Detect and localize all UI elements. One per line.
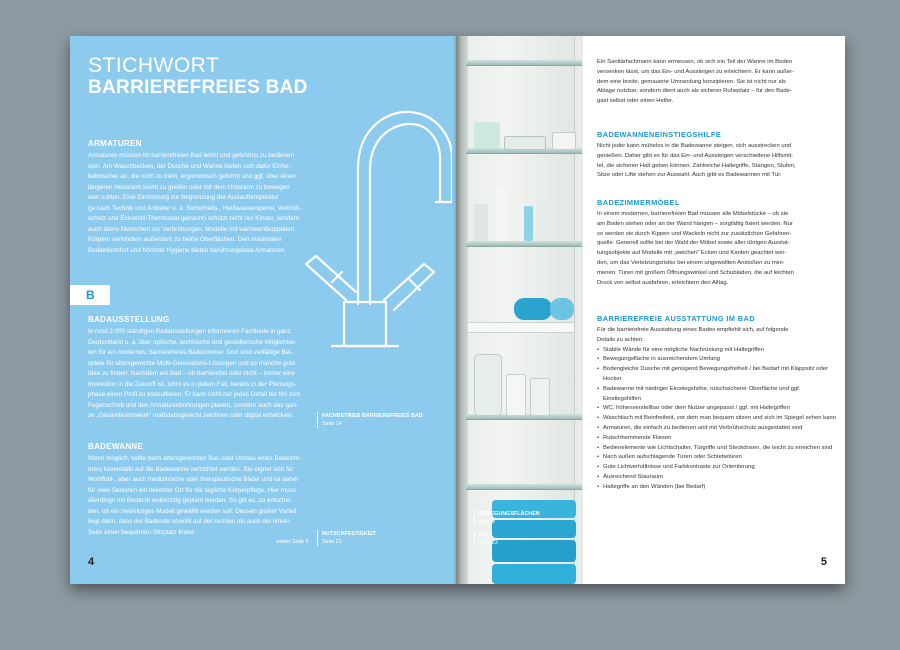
- section-text: In einem modernen, barrierefreien Bad müssen alle Möbelstücke – ob sie am Boden stehen oder an der Wand hängen – sorgfältig fixiert werden. Nur so werden sie durch Kippen und Wackeln nicht zur zusätzlichen Gefahren- quelle. Generell sollte bei der Wahl der Möbel sowie aller übrigen Ausstat- tungsobjekte auf Modelle mit „weichen" Ecken und Kanten geachtet wer- den, um das Verletzungsrisiko bei einem ungewollten Anstoßen zu mini- mieren. Türen mit großem Öffnungswinkel und Schubladen, die auf leichten Druck von selbst ausfahren, erleichtern den Alltag.: [597, 211, 794, 286]
- page-kicker: STICHWORT: [88, 54, 220, 77]
- section-badewanne: [88, 442, 318, 538]
- list-item: • Gute Lichtverhältnisse und Farbkontraste zur Orientierung: [597, 463, 837, 473]
- bottle: [510, 194, 521, 241]
- section-text: Armaturen müssen im barrierefreien Bad leicht und gefahrlos zu bedienen sein. Am Waschbecken, der Dusche und Wanne bieten sich dafür Einhe- belmischer an, die nicht zu klein, ergonomisch geformt und ggf. über einen längeren Hebelarm leicht zu greifen oder mit dem Unterarm zu bewegen sein sollten. Eine Einrichtung zur Begrenzung der Auslauftemperatur (je nach Technik und Anbieter u. a. Sicherheits-, Heißwassersperre, Verbrüh- schutz und Eckventil-Thermostat genannt) schützt nicht nur Kinder, sondern auch ältere Menschen vor Verbrühungen. Modelle mit wärmeentkoppelten Körpern verhindern außerdem zu heiße Oberflächen. Den maximalen Bedienkomfort und höchste Hygiene bieten berührungslose Armaturen.: [88, 152, 302, 254]
- page-title: BARRIEREFREIES BAD: [88, 77, 308, 98]
- bottle: [536, 200, 546, 241]
- list-item: • Armaturen, die einfach zu bedienen und mit Verbrühschutz ausgestattet sind: [597, 424, 837, 434]
- glass-shelf: [466, 60, 582, 66]
- page-number: 5: [820, 556, 827, 568]
- bottle: [474, 204, 488, 241]
- list-item: • Nach außen aufschlagende Türen oder Schiebetüren: [597, 453, 837, 463]
- jar: [474, 122, 500, 148]
- folded-towel: [492, 540, 576, 562]
- bathroom-shelf-photo: [456, 36, 583, 584]
- basket: [552, 132, 576, 150]
- list-item: • Ausreichend Stauraum: [597, 473, 837, 483]
- bottle: [496, 187, 507, 241]
- section-text: Wenn möglich, sollte beim altersgerechten Bau oder Umbau eines Badezim- mers keinesfalls auf die Badewanne verzichtet werden. Sie eignet sich für Wohlfühl-, aber auch medizinische oder therapeutische Bäder und ist daher für viele Senioren ein beliebter Ort für die tägliche Körperpflege. Hier muss allerdings mit Bedacht weitsichtig geplant werden. So gilt es, zu entschei- den, ob ein zweisitziges Modell gewählt werden soll. Dessen großer Vorteil liegt darin, dass der Badende sowohl auf der rechten als auch der linken Seite einen bequemen Sitzplatz findet.: [88, 455, 302, 536]
- cross-reference[interactable]: WC Seite 23: [474, 531, 498, 547]
- glass-container: [474, 354, 502, 416]
- list-item: • Rutschhemmende Fliesen: [597, 434, 837, 444]
- list-item: • Waschtisch mit Beinfreiheit, vor dem man bequem sitzen und sich im Spiegel sehen kann: [597, 414, 837, 424]
- section-text: Nicht jeder kann mühelos in die Badewanne steigen, sich ausstrecken und genießen. Daher gibt es für das Ein- und Aussteigen verschiedene Hilfsmit- tel, die sicheren Halt geben können. Zahlreiche Haltegriffe, Stangen, Stufen, Sitze oder Lifte stehen zur Auswahl. Auch gibt es Badewannen mit Tür.: [597, 143, 796, 179]
- continued-link[interactable]: weiter Seite 5: [276, 539, 309, 545]
- bottle: [524, 206, 533, 241]
- list-item: • Bedienelemente wie Lichtschalter, Türgriffe und Steckdosen, die leicht zu erreichen sind: [597, 444, 837, 454]
- folded-towel: [492, 564, 576, 584]
- section-heading: BARRIEREFREIE AUSSTATTUNG IM BAD: [597, 314, 756, 323]
- cross-reference[interactable]: FACHBETRIEB BARRIEREFREIES BAD Seite 14: [317, 412, 423, 428]
- section-armaturen: [88, 139, 313, 256]
- cross-reference[interactable]: RUTSCHFESTIGKEIT Seite 21: [317, 530, 376, 546]
- section-ausstattung: [597, 314, 837, 493]
- list-item: • Stabile Wände für eine mögliche Nachrüstung mit Haltegriffen: [597, 346, 837, 356]
- cotton-jar: [506, 374, 526, 416]
- storage-box: [504, 136, 546, 150]
- section-heading: BADEZIMMERMÖBEL: [597, 198, 680, 207]
- list-item: • Bodengleiche Dusche mit genügend Bewegungsfreiheit / bei Bedarf mit Klappsitz oder Hocker: [597, 365, 837, 385]
- list-item: • Bewegungsfläche in ausreichendem Umfang: [597, 355, 837, 365]
- section-badewanneneinstiegshilfe: [597, 130, 837, 181]
- section-heading: ARMATUREN: [88, 139, 142, 148]
- spread-gutter: [453, 36, 461, 584]
- section-heading: BADEWANNE: [88, 442, 144, 451]
- section-heading: BADAUSSTELLUNG: [88, 315, 170, 324]
- intro-text: Ein Sanitärfachmann kann ermessen, ob sich ein Teil der Wanne im Boden versenken lässt, um das Ein- und Aussteigen zu erleichtern. Er kann außer- dem eine breite, gemauerte Umrandung konzipieren. Sie ist nicht nur als Ablage nutzbar, sondern dient auch als sicherer Ruheplatz – für den Bade- gast selbst oder einen Helfer.: [597, 59, 795, 105]
- section-badezimmermoebel: [597, 198, 837, 288]
- rolled-towel: [550, 298, 574, 320]
- section-heading: BADEWANNENEINSTIEGSHILFE: [597, 130, 722, 139]
- rolled-towel: [514, 298, 552, 320]
- list-item: • WC, höhenverstellbar oder dem Nutzer angepasst / ggf. mit Haltegriffen: [597, 404, 837, 414]
- cabinet-divider: [468, 322, 574, 333]
- section-text: In rund 2.000 ständigen Badausstellungen informieren Fachleute in ganz Deutschland u. a. über optische, technische und gestalterische Möglichkei- ten für ein modernes, barrierefreies Badezimmer. Dort sind vielfältige Bei- spiele für altersgerechte Multi-Generations-Lösungen und so manche gute Idee zu finden. Nachdem ein Bad – ob barrierefrei oder nicht – immer eine Investition in die Zukunft ist, lohnt es in jedem Fall, bereits in der Planungs- phase einen Profi zu konsultieren. Er kann nicht nur jedes Detail bis hin zum Fugenschnitt und den Armaturenbohrungen planen, sondern auch das gan- ze „Gesamtkunstwerk" maßstabsgerecht zeichnen oder digital entwickeln.: [88, 328, 301, 419]
- jar: [530, 378, 550, 416]
- section-letter-tab: B: [70, 285, 110, 305]
- checklist: [597, 346, 837, 493]
- section-intro: Für die barrierefreie Ausstattung eines Bades empfiehlt sich, auf folgende Details zu achten:: [597, 327, 789, 343]
- brochure-spread: [70, 36, 845, 584]
- left-page: [70, 36, 456, 584]
- glass-shelf: [466, 484, 582, 490]
- cross-reference[interactable]: BEWEGUNGSFLÄCHEN Seite 8: [474, 510, 540, 526]
- page-number: 4: [88, 556, 95, 568]
- glass-shelf: [466, 241, 582, 247]
- right-page: [583, 36, 845, 584]
- list-item: • Haltegriffe an den Wänden (bei Bedarf): [597, 483, 837, 493]
- list-item: • Badewanne mit niedriger Einstiegshöhe, rutschsicherer Oberfläche und ggf. Einstiegshilfen: [597, 385, 837, 405]
- faucet-illustration: [302, 106, 452, 356]
- section-badausstellung: [88, 315, 318, 422]
